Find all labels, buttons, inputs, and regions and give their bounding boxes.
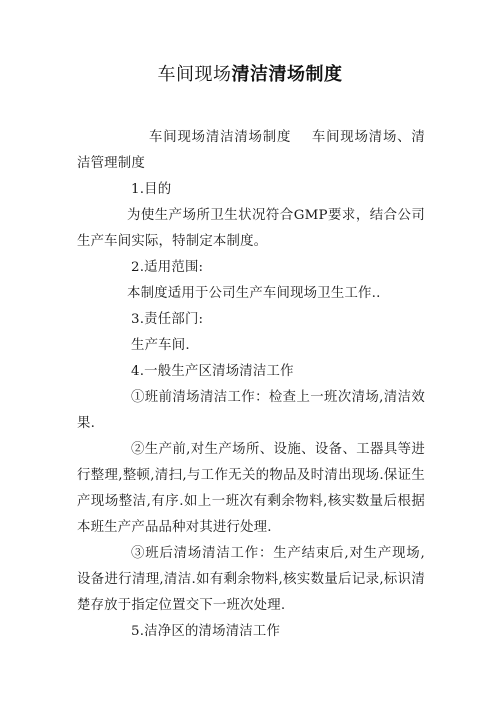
- section-heading-general-area: 4.一般生产区清场清洁工作: [131, 364, 294, 379]
- title-bold: 清洁清场制度: [231, 64, 343, 85]
- document-body: [77, 125, 425, 645]
- intro-paragraph: [77, 125, 425, 177]
- document-title: [0, 60, 500, 86]
- paragraph-pre-production: ②生产前,对生产场所、设施、设备、工器具等进行整理,整顿,清扫,与工作无关的物品及时清出现场.保证生产现场整洁,有序.如上一班次有剩余物料,核实数量后根据本班生产产品品种对其进行处理.: [77, 442, 425, 535]
- section-heading-scope: 2.适用范围:: [131, 260, 204, 275]
- paragraph-pre-shift: ①班前清场清洁工作：检查上一班次清场,清洁效果.: [77, 390, 425, 431]
- paragraph-responsible: 生产车间.: [131, 338, 190, 353]
- intro-heading: 车间现场清洁清场制度: [149, 130, 292, 145]
- title-plain: 车间现场: [157, 64, 232, 85]
- section-heading-clean-area: 5.洁净区的清场清洁工作: [131, 624, 281, 639]
- paragraph-purpose: 为使生产场所卫生状况符合GMP要求，结合公司生产车间实际，特制定本制度。: [77, 208, 425, 249]
- paragraph-scope: 本制度适用于公司生产车间现场卫生工作..: [127, 286, 381, 301]
- section-heading-responsible: 3.责任部门:: [131, 312, 204, 327]
- paragraph-post-shift: ③班后清场清洁工作：生产结束后,对生产现场,设备进行清理,清洁.如有剩余物料,核实数量后记录,标识清楚存放于指定位置交下一班次处理.: [77, 546, 425, 613]
- intro-subheading: 车间现场清场、清洁管理制度: [77, 130, 425, 171]
- section-heading-purpose: 1.目的: [131, 182, 172, 197]
